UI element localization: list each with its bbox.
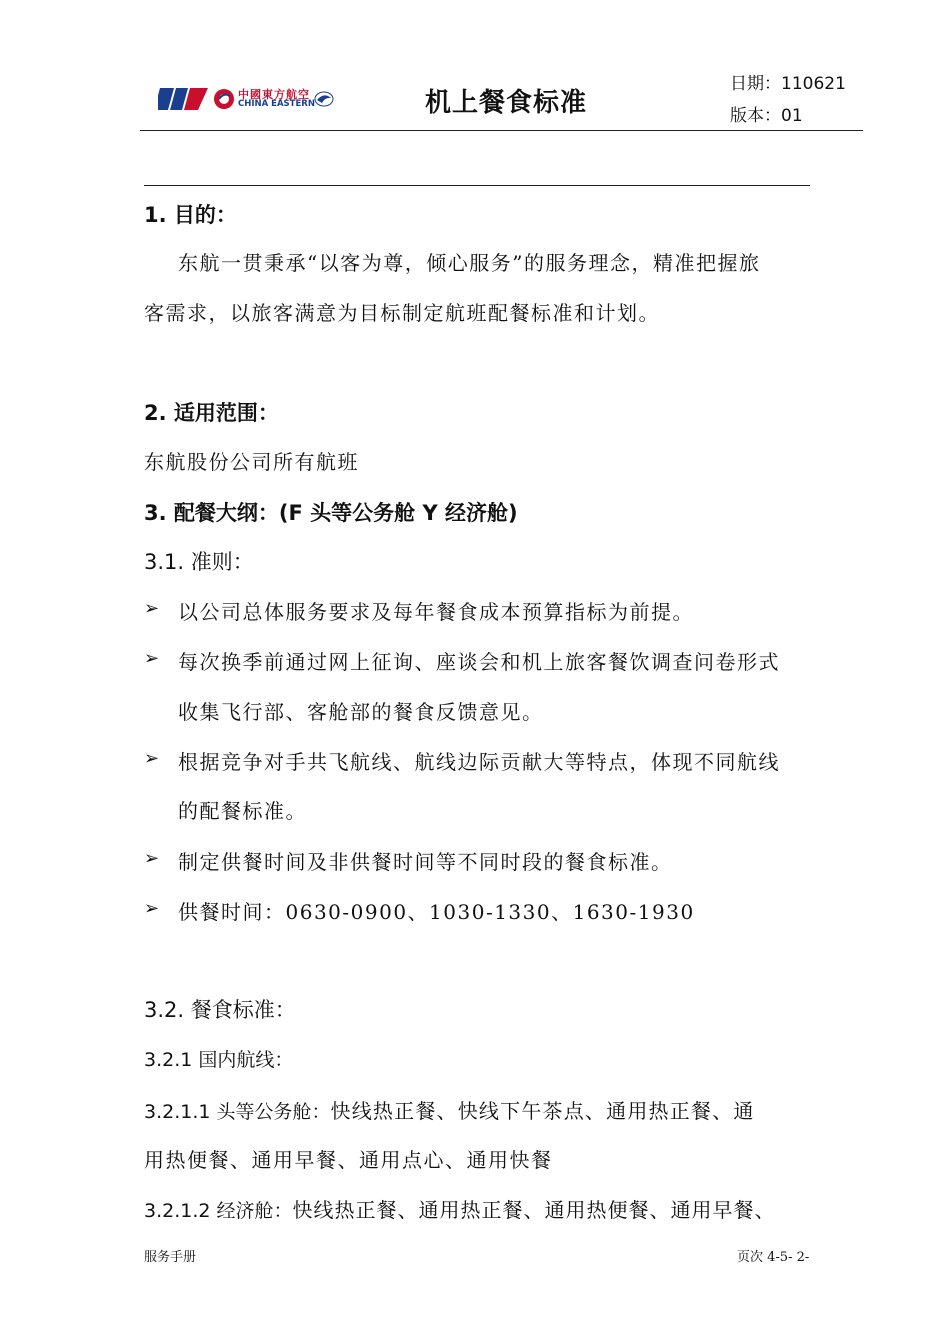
china-eastern-logo xyxy=(158,86,338,114)
principle-5: 供餐时间：0630-0900、1030-1330、1630-1930 xyxy=(178,900,695,924)
economy-meals: 快线热正餐、通用热正餐、通用热便餐、通用早餐、 xyxy=(292,1198,776,1222)
bullet-marker-4: ➢ xyxy=(144,848,160,869)
footer-page-number: 页次 4-5- 2- xyxy=(737,1250,810,1265)
principle-4: 制定供餐时间及非供餐时间等不同时段的餐食标准。 xyxy=(178,850,673,874)
purpose-heading: 1. 目的： xyxy=(144,203,237,227)
outline-heading: 3. 配餐大纲：(F 头等公务舱 Y 经济舱) xyxy=(144,501,518,525)
principle-1: 以公司总体服务要求及每年餐食成本预算指标为前提。 xyxy=(178,600,694,624)
bullet-marker-3: ➢ xyxy=(144,748,160,769)
bullet-marker-5: ➢ xyxy=(144,898,160,919)
purpose-line-1: 东航一贯秉承“以客为尊，倾心服务”的服务理念，精准把握旅 xyxy=(178,251,761,275)
principle-2-line-2: 收集飞行部、客舱部的餐食反馈意见。 xyxy=(178,700,544,724)
document-title: 机上餐食标准 xyxy=(425,88,588,118)
principles-heading: 3.1. 准则： xyxy=(144,550,254,574)
logo-stripes-icon xyxy=(158,88,208,110)
body-divider xyxy=(144,185,810,186)
first-business-line-1 xyxy=(144,1095,755,1124)
meal-standard-heading: 3.2. 餐食标准： xyxy=(144,998,296,1022)
economy-label: 3.2.1.2 经济舱： xyxy=(144,1200,293,1222)
principle-2-line-1: 每次换季前通过网上征询、座谈会和机上旅客餐饮调查问卷形式 xyxy=(178,650,780,674)
swallow-icon xyxy=(313,90,335,108)
first-business-label: 3.2.1.1 头等公务舱： xyxy=(144,1101,331,1123)
logo-emblem-icon xyxy=(213,88,235,110)
logo-chinese-text: 中國東方航空 xyxy=(238,88,310,101)
scope-text: 东航股份公司所有航班 xyxy=(144,450,359,474)
header-divider xyxy=(140,130,863,131)
principle-3-line-1: 根据竞争对手共飞航线、航线边际贡献大等特点，体现不同航线 xyxy=(178,750,780,774)
bullet-marker-1: ➢ xyxy=(144,598,160,619)
logo-english-text: CHINA EASTERN xyxy=(238,99,315,109)
principle-3-line-2: 的配餐标准。 xyxy=(178,799,307,823)
domestic-routes-heading: 3.2.1 国内航线： xyxy=(144,1049,294,1071)
document-date: 日期：110621 xyxy=(730,74,846,94)
footer-manual-name: 服务手册 xyxy=(144,1250,197,1265)
first-business-meals: 快线热正餐、快线下午茶点、通用热正餐、通 xyxy=(330,1099,755,1123)
bullet-marker-2: ➢ xyxy=(144,648,160,669)
scope-heading: 2. 适用范围： xyxy=(144,401,279,425)
first-business-line-2: 用热便餐、通用早餐、通用点心、通用快餐 xyxy=(144,1148,553,1172)
economy-line-1 xyxy=(144,1194,776,1223)
purpose-line-2: 客需求，以旅客满意为目标制定航班配餐标准和计划。 xyxy=(144,301,660,325)
document-version: 版本：01 xyxy=(730,106,803,126)
